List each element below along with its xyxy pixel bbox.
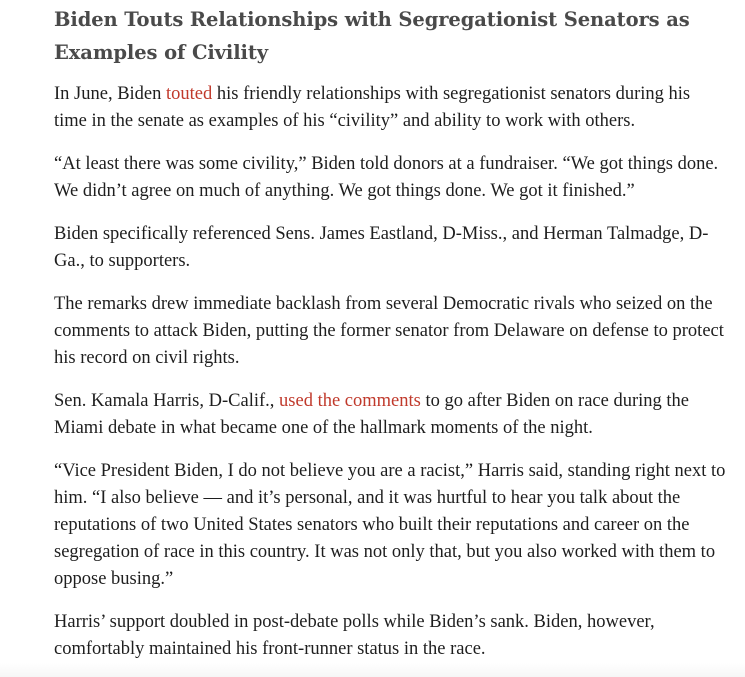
paragraph-3: Biden specifically referenced Sens. James Eastland, D-Miss., and Herman Talmadge, D-Ga., to supporters.	[54, 224, 709, 271]
article-subheading: Biden Touts Relationships with Segregationist Senators as Examples of Civility	[54, 8, 690, 64]
paragraph-7: Harris’ support doubled in post-debate polls while Biden’s sank. Biden, however, comfortably maintained his front-runner status in the race.	[54, 612, 655, 659]
paragraph-1-text-start: In June, Biden	[54, 84, 167, 104]
article-body	[54, 0, 726, 663]
paragraph-5-text-end: to go after Biden on race during the Miami debate in what became one of the hallmark moments of the night.	[54, 391, 690, 438]
paragraph-5-text-start: Sen. Kamala Harris, D-Calif.,	[54, 391, 280, 411]
used-the-comments-link[interactable]: used the comments	[279, 391, 421, 411]
bottom-fade	[0, 663, 745, 677]
paragraph-5	[54, 388, 726, 442]
paragraph-4: The remarks drew immediate backlash from several Democratic rivals who seized on the comments to attack Biden, putting the former senator from Delaware on defense to protect his record on civil rights.	[54, 294, 724, 368]
paragraph-1	[54, 81, 726, 135]
paragraph-2: “At least there was some civility,” Biden told donors at a fundraiser. “We got things done. We didn’t agree on much of anything. We got things done. We got it finished.”	[54, 154, 719, 201]
touted-link[interactable]: touted	[166, 84, 213, 104]
paragraph-1-text-end: his friendly relationships with segregationist senators during his time in the senate as examples of his “civility” and ability to work with others.	[54, 84, 691, 131]
paragraph-6: “Vice President Biden, I do not believe you are a racist,” Harris said, standing right next to him. “I also believe — and it’s personal, and it was hurtful to hear you talk about the reputations of two United States senators who built their reputations and career on the segregation of race in this country. It was not only that, but you also worked with them to oppose busing.”	[54, 461, 726, 589]
